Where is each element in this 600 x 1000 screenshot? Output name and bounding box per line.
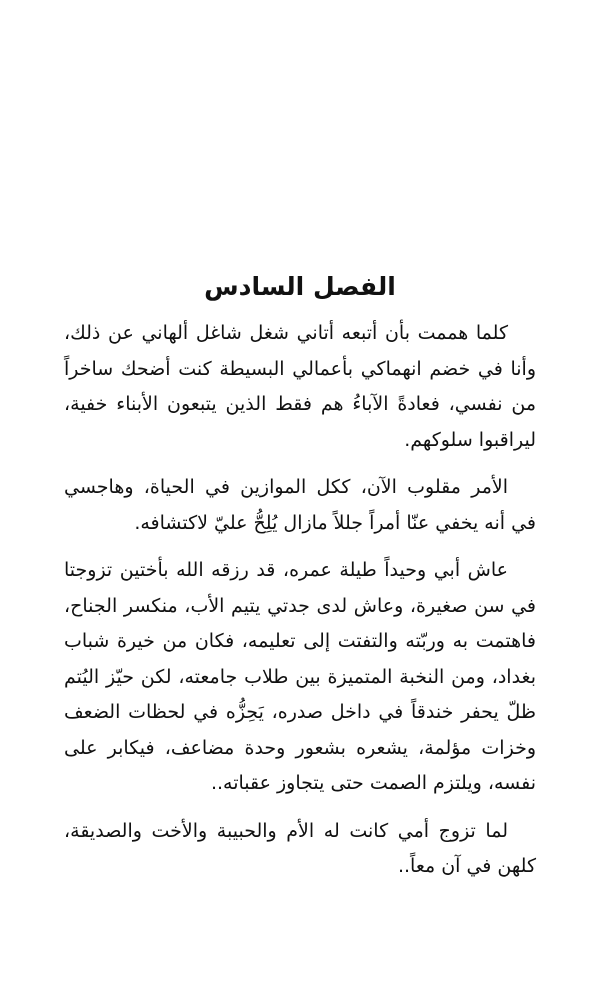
chapter-text	[64, 316, 536, 897]
chapter-title: الفصل السادس	[204, 271, 396, 301]
paragraph-4: لما تزوج أمي كانت له الأم والحبيبة والأخت والصديقة، كلهن في آن معاً..	[64, 819, 536, 877]
paragraph-2: الأمر مقلوب الآن، ككل الموازين في الحياة، وهاجسي في أنه يخفي عنّا أمراً جللاً مازال يُلِحُّ عليّ لاكتشافه.	[64, 476, 536, 534]
paragraph-1: كلما هممت بأن أتبعه أتاني شغل شاغل ألهاني عن ذلك، وأنا في خضم انهماكي بأعمالي البسيطة كنت أضحك ساخراً من نفسي، فعادةً الآباءُ هم فقط الذين يتبعون الأبناء خفية، ليراقبوا سلوكهم.	[64, 322, 536, 451]
paragraph-3: عاش أبي وحيداً طيلة عمره، قد رزقه الله بأختين تزوجتا في سن صغيرة، وعاش لدى جدتي يتيم الأب، منكسر الجناح، فاهتمت به وربّته والتفتت إلى تعليمه، فكان من خيرة شباب بغداد، ومن النخبة المتميزة بين طلاب جامعته، لكن حيّز اليُتم ظلّ يحفر خندقاً في داخل صدره، يَحِزُّه في لحظات الضعف وخزات مؤلمة، يشعره بشعور وحدة مضاعف، فيكابر على نفسه، ويلتزم الصمت حتى يتجاوز عقباته..	[64, 559, 536, 794]
